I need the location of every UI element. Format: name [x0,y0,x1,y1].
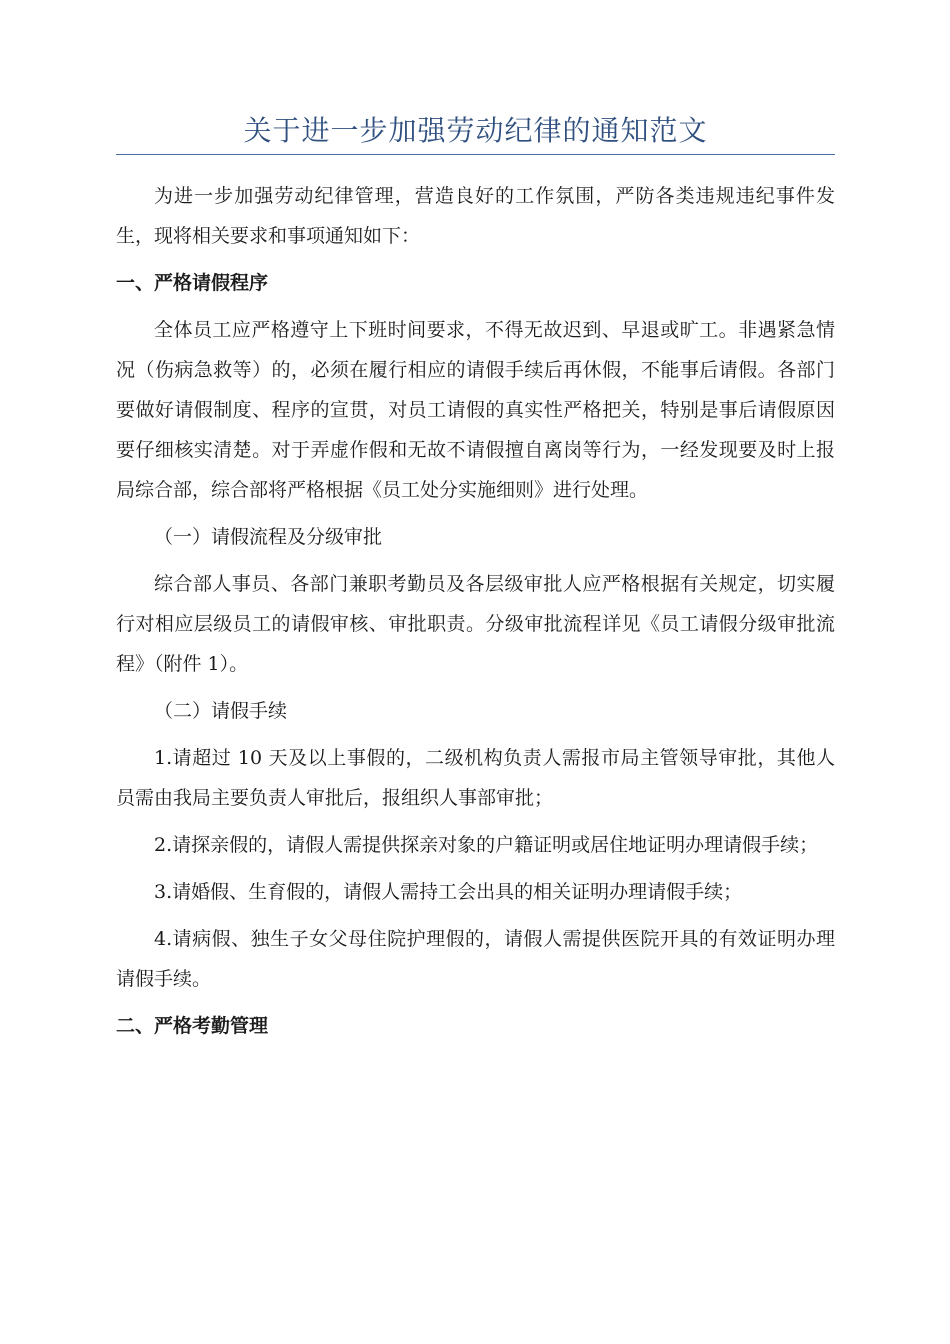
list-item: 1.请超过 10 天及以上事假的，二级机构负责人需报市局主管领导审批，其他人员需由我局主要负责人审批后，报组织人事部审批； [116,747,835,809]
title-underline [116,154,835,155]
section-1-heading: 一、严格请假程序 [116,272,269,294]
document-title: 关于进一步加强劳动纪律的通知范文 [243,114,708,147]
list-item: 2.请探亲假的，请假人需提供探亲对象的户籍证明或居住地证明办理请假手续； [154,834,819,856]
list-item: 3.请婚假、生育假的，请假人需持工会出具的相关证明办理请假手续； [154,881,743,903]
section-1-paragraph: 全体员工应严格遵守上下班时间要求，不得无故迟到、早退或旷工。非遇紧急情况（伤病急救等）的，必须在履行相应的请假手续后再休假，不能事后请假。各部门要做好请假制度、程序的宣贯，对员工请假的真实性严格把关，特别是事后请假原因要仔细核实清楚。对于弄虚作假和无故不请假擅自离岗等行为，一经发现要及时上报局综合部，综合部将严格根据《员工处分实施细则》进行处理。 [116,319,835,501]
subsection-1-paragraph: 综合部人事员、各部门兼职考勤员及各层级审批人应严格根据有关规定，切实履行对相应层级员工的请假审核、审批职责。分级审批流程详见《员工请假分级审批流程》（附件 1）。 [116,573,835,675]
intro-paragraph: 为进一步加强劳动纪律管理，营造良好的工作氛围，严防各类违规违纪事件发生，现将相关要求和事项通知如下： [116,185,835,247]
subsection-2-heading: （二）请假手续 [154,700,288,722]
document-body [116,176,835,1053]
section-2-heading: 二、严格考勤管理 [116,1015,269,1037]
subsection-1-heading: （一）请假流程及分级审批 [154,526,383,548]
list-item: 4.请病假、独生子女父母住院护理假的，请假人需提供医院开具的有效证明办理请假手续。 [116,928,835,990]
